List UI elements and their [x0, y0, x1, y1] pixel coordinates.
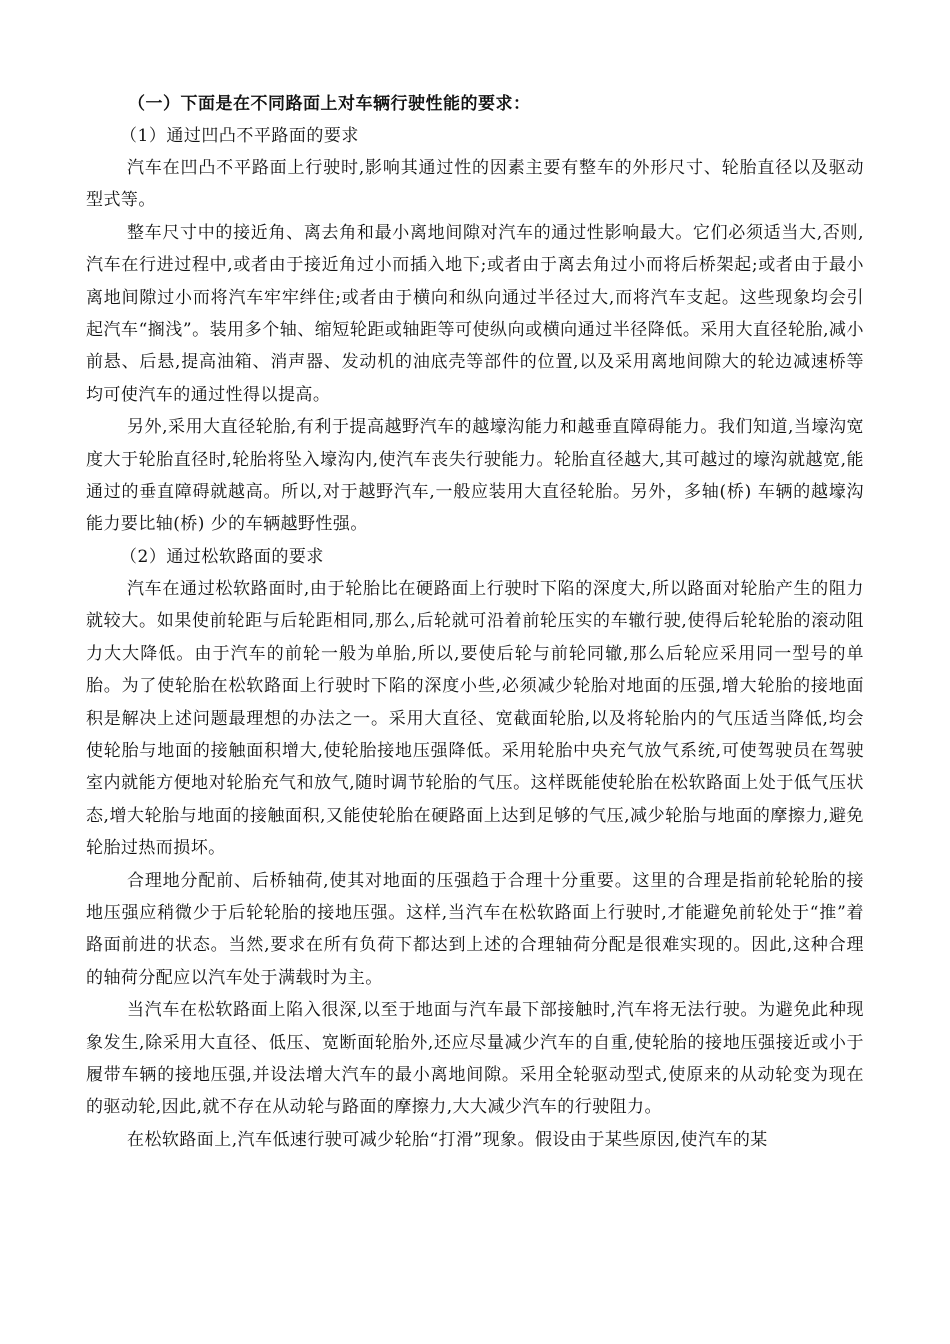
subsection-title-uneven-road: （1）通过凹凸不平路面的要求: [120, 126, 359, 146]
paragraph: 汽车在凹凸不平路面上行驶时,影响其通过性的因素主要有整车的外形尺寸、轮胎直径以及驱动型式等。: [86, 158, 864, 211]
section-heading: （一）下面是在不同路面上对车辆行驶性能的要求：: [128, 94, 531, 114]
paragraph: 整车尺寸中的接近角、离去角和最小离地间隙对汽车的通过性影响最大。它们必须适当大,否则,汽车在行进过程中,或者由于接近角过小而插入地下;或者由于离去角过小而将后桥架起;或者由于最小离地间隙过小而将汽车牢牢绊住;或者由于横向和纵向通过半径过大,而将汽车支起。这些现象均会引起汽车“搁浅”。装用多个轴、缩短轮距或轴距等可使纵向或横向通过半径降低。采用大直径轮胎,减小前悬、后悬,提高油箱、消声器、发动机的油底壳等部件的位置,以及采用离地间隙大的轮边减速桥等均可使汽车的通过性得以提高。: [86, 222, 864, 405]
paragraph: 合理地分配前、后桥轴荷,使其对地面的压强趋于合理十分重要。这里的合理是指前轮轮胎的接地压强应稍微少于后轮轮胎的接地压强。这样,当汽车在松软路面上行驶时,才能避免前轮处于“推”着路面前进的状态。当然,要求在所有负荷下都达到上述的合理轴荷分配是很难实现的。因此,这种合理的轴荷分配应以汽车处于满载时为主。: [86, 870, 864, 988]
paragraph: 汽车在通过松软路面时,由于轮胎比在硬路面上行驶时下陷的深度大,所以路面对轮胎产生的阻力就较大。如果使前轮距与后轮距相同,那么,后轮就可沿着前轮压实的车辙行驶,使得后轮轮胎的滚动阻力大大降低。由于汽车的前轮一般为单胎,所以,要使后轮与前轮同辙,那么后轮应采用同一型号的单胎。为了使轮胎在松软路面上行驶时下陷的深度小些,必须减少轮胎对地面的压强,增大轮胎的接地面积是解决上述问题最理想的办法之一。采用大直径、宽截面轮胎,以及将轮胎内的气压适当降低,均会使轮胎与地面的接触面积增大,使轮胎接地压强降低。采用轮胎中央充气放气系统,可使驾驶员在驾驶室内就能方便地对轮胎充气和放气,随时调节轮胎的气压。这样既能使轮胎在松软路面上处于低气压状态,增大轮胎与地面的接触面积,又能使轮胎在硬路面上达到足够的气压,减少轮胎与地面的摩擦力,避免轮胎过热而损坏。: [86, 578, 864, 859]
document-page: [86, 88, 864, 1156]
paragraph: 当汽车在松软路面上陷入很深,以至于地面与汽车最下部接触时,汽车将无法行驶。为避免此种现象发生,除采用大直径、低压、宽断面轮胎外,还应尽量减少汽车的自重,使轮胎的接地压强接近或小于履带车辆的接地压强,并设法增大汽车的最小离地间隙。采用全轮驱动型式,使原来的从动轮变为现在的驱动轮,因此,就不存在从动轮与路面的摩擦力,大大减少汽车的行驶阻力。: [86, 1000, 864, 1118]
paragraph: 另外,采用大直径轮胎,有利于提高越野汽车的越壕沟能力和越垂直障碍能力。我们知道,当壕沟宽度大于轮胎直径时,轮胎将坠入壕沟内,使汽车丧失行驶能力。轮胎直径越大,其可越过的壕沟就越宽,能通过的垂直障碍就越高。所以,对于越野汽车,一般应装用大直径轮胎。另外，多轴(桥) 车辆的越壕沟能力要比轴(桥) 少的车辆越野性强。: [86, 417, 864, 535]
paragraph: 在松软路面上,汽车低速行驶可减少轮胎“打滑”现象。假设由于某些原因,使汽车的某: [127, 1129, 768, 1150]
subsection-title-soft-road: （2）通过松软路面的要求: [120, 546, 324, 567]
